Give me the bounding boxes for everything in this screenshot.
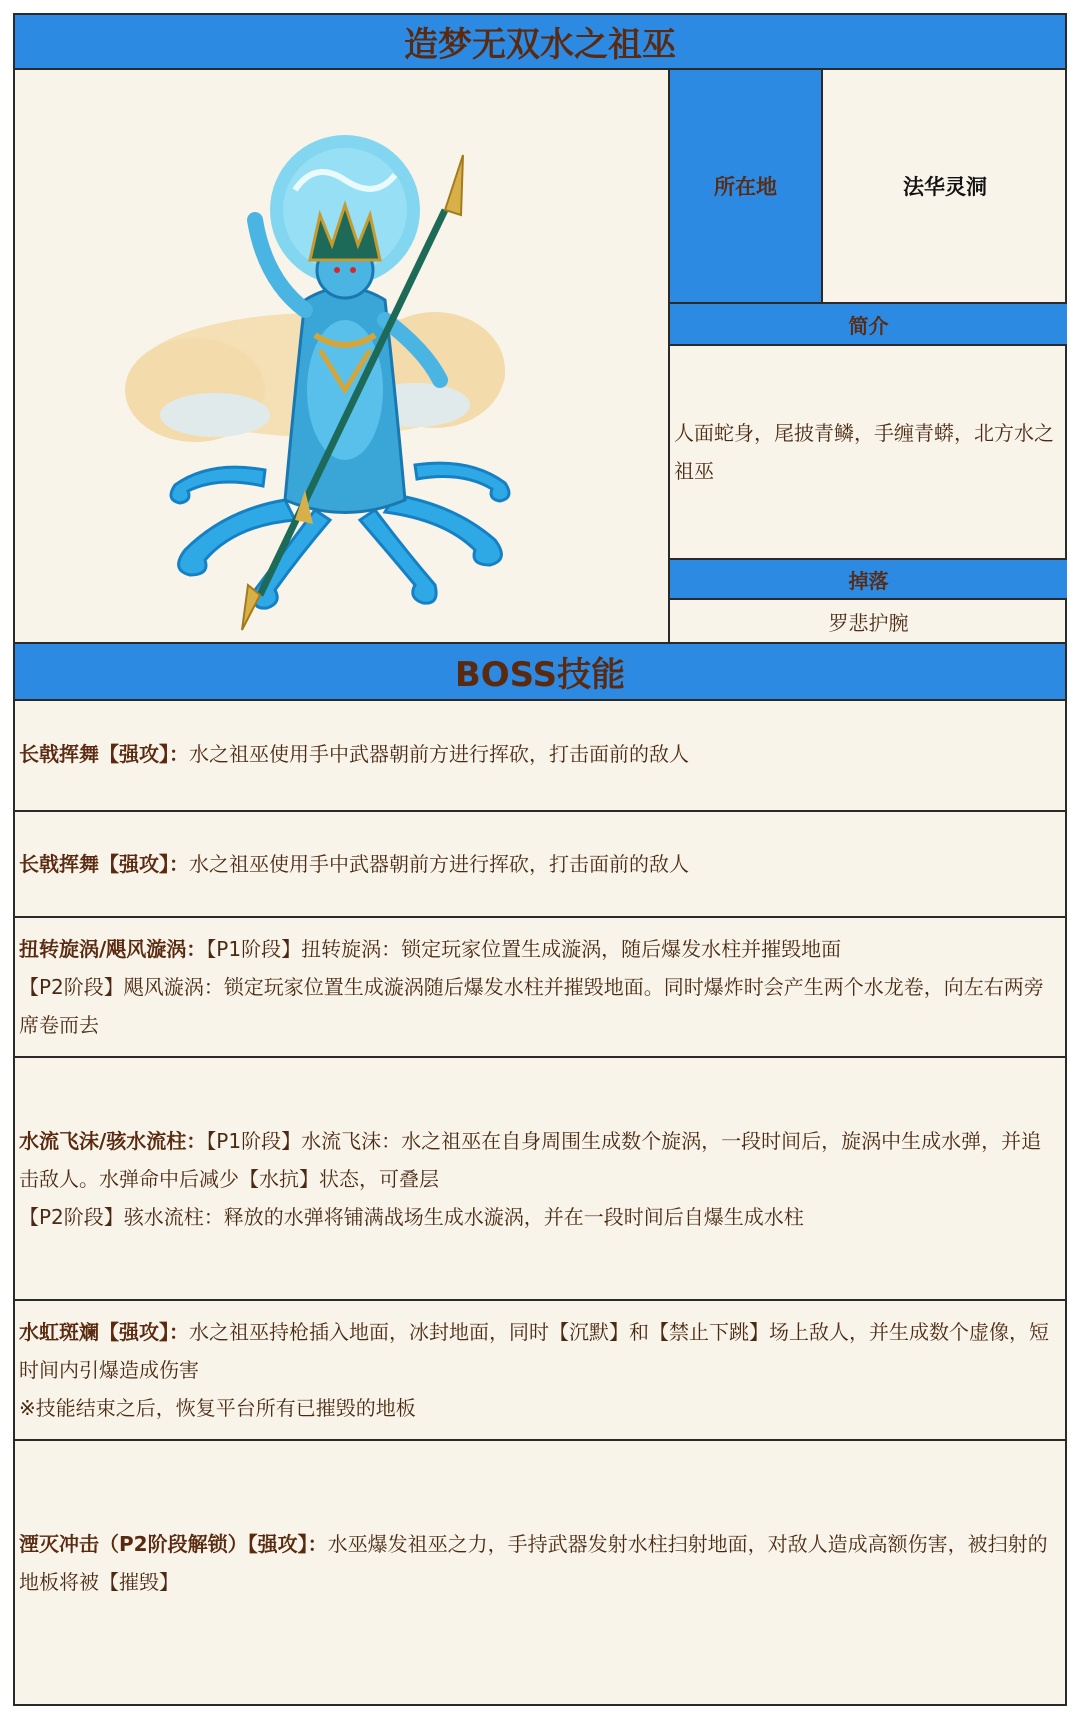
page-title: 造梦无双水之祖巫 <box>15 15 1065 70</box>
boss-info-table <box>13 13 1067 1706</box>
skill-row <box>15 918 1065 1058</box>
skill-desc: 【P1阶段】水流飞沫：水之祖巫在自身周围生成数个旋涡，一段时间后，旋涡中生成水弹，并追击敌人。水弹命中后减少【水抗】状态，可叠层 <box>19 1128 1042 1191</box>
intro-text-content: 人面蛇身，尾披青鳞，手缠青蟒，北方水之祖巫 <box>674 421 1054 483</box>
skill-name: 长戟挥舞【强攻】： <box>19 741 189 766</box>
skill-desc-2: 【P2阶段】骇水流柱：释放的水弹将铺满战场生成水漩涡，并在一段时间后自爆生成水柱 <box>19 1204 804 1229</box>
skill-name: 湮灭冲击（P2阶段解锁）【强攻】： <box>19 1531 328 1556</box>
boss-portrait-image <box>15 70 668 642</box>
skill-desc: 水之祖巫使用手中武器朝前方进行挥砍，打击面前的敌人 <box>189 852 689 876</box>
skill-desc: 水之祖巫使用手中武器朝前方进行挥砍，打击面前的敌人 <box>189 741 689 766</box>
drop-value: 罗悲护腕 <box>828 610 909 635</box>
skill-row <box>15 1058 1065 1301</box>
skill-desc: 【P1阶段】扭转旋涡：锁定玩家位置生成漩涡，随后爆发水柱并摧毁地面 <box>206 937 842 961</box>
skills-list <box>15 697 1065 1684</box>
skill-name: 长戟挥舞【强攻】： <box>19 852 189 876</box>
skill-row <box>15 812 1065 918</box>
skill-name: 水流飞沫/骇水流柱： <box>19 1128 207 1153</box>
skill-desc: 水巫爆发祖巫之力，手持武器发射水柱扫射地面，对敌人造成高额伤害，被扫射的地板将被【摧毁】 <box>19 1531 1048 1594</box>
boss-portrait <box>15 70 670 642</box>
location-value: 法华灵洞 <box>823 70 1067 304</box>
skill-name: 扭转旋涡/飓风漩涡： <box>19 937 207 961</box>
skill-row <box>15 1441 1065 1684</box>
skill-row <box>15 697 1065 812</box>
skill-name: 水虹斑斓【强攻】： <box>19 1320 189 1344</box>
boss-info-panel <box>670 70 1067 642</box>
intro-text <box>670 346 1067 558</box>
skills-section-title: BOSS技能 <box>15 642 1065 701</box>
skill-desc: 水之祖巫持枪插入地面，冰封地面，同时【沉默】和【禁止下跳】场上敌人，并生成数个虚像，短时间内引爆造成伤害 <box>19 1320 1049 1382</box>
skill-desc-2: ※技能结束之后，恢复平台所有已摧毁的地板 <box>19 1396 416 1420</box>
drop-label: 掉落 <box>670 558 1067 600</box>
location-label: 所在地 <box>670 70 823 304</box>
skill-row <box>15 1301 1065 1441</box>
skill-desc-2: 【P2阶段】飓风漩涡：锁定玩家位置生成漩涡随后爆发水柱并摧毁地面。同时爆炸时会产生两个水龙卷，向左右两旁席卷而去 <box>19 975 1044 1037</box>
intro-label: 简介 <box>670 304 1067 346</box>
